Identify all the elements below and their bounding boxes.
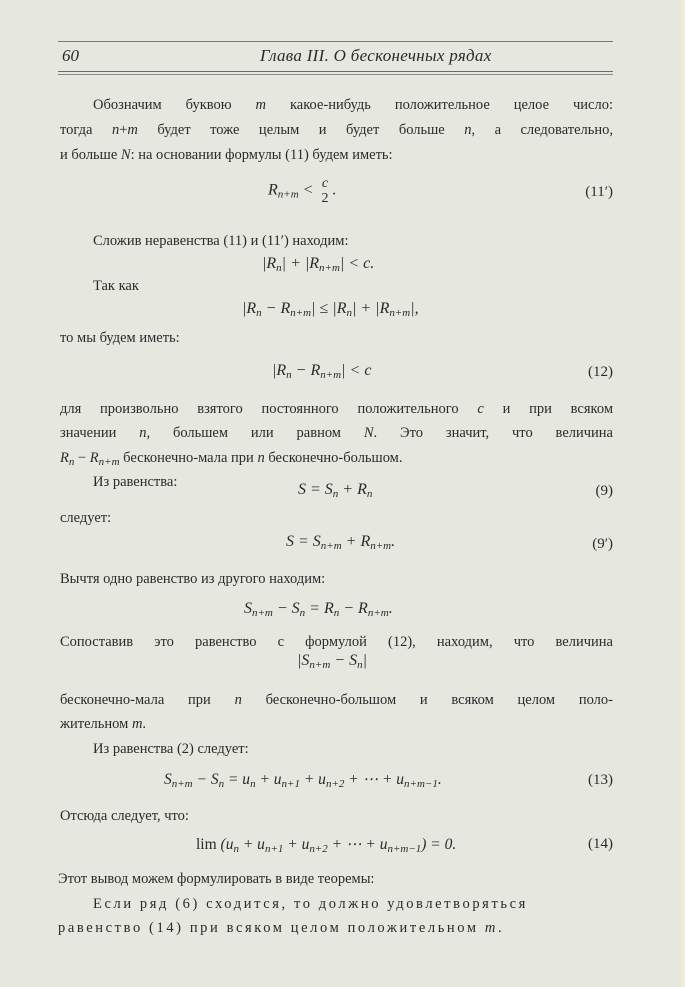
- paragraph-line: то мы будем иметь:: [60, 330, 180, 346]
- equation-label: (12): [588, 364, 613, 380]
- paragraph-line: тогда n+m будет тоже целым и будет больше n, а следовательно,: [60, 122, 614, 138]
- equation-11-prime: $R_{n+m}$ < c 2 .: [268, 176, 337, 206]
- page-number: 60: [62, 46, 79, 65]
- equation-triangle: $|R_n - R_{n+m}| \le |R_n| + |R_{n+m}|$,: [242, 300, 419, 319]
- equation-abs-difference: $|S_{n+m} - S_n|$: [297, 652, 367, 671]
- page-edge: [677, 0, 685, 987]
- paragraph-line: Из равенства (2) следует:: [93, 741, 249, 757]
- paragraph-line: $R_n - R_{n+m}$ бесконечно-мала при n бесконечно-большом.: [60, 450, 403, 468]
- paragraph-line: и больше N: на основании формулы (11) будем иметь:: [60, 147, 393, 163]
- equation-sum: $|R_n| + |R_{n+m}| < c$.: [262, 255, 375, 274]
- theorem-line: равенство (14) при всяком целом положительном m.: [58, 920, 505, 936]
- paragraph-line: Отсюда следует, что:: [60, 808, 189, 824]
- header-rule-bottom: [58, 71, 613, 75]
- equation-13: $S_{n+m} - S_n = u_n + u_{n+1} + u_{n+2}$ + ⋯ + $u_{n+m-1}$.: [164, 771, 442, 790]
- equation-14: $\lim (u_n + u_{n+1} + u_{n+2}$ + ⋯ + $u_{n+m-1}) = 0$.: [196, 836, 457, 855]
- equation-label: (9′): [592, 536, 613, 552]
- paragraph-line: Так как: [93, 278, 139, 294]
- equation-label: (14): [588, 836, 613, 852]
- paragraph-line: значении n, большем или равном N. Это значит, что величина: [60, 425, 613, 441]
- paragraph-line: Этот вывод можем формулировать в виде теоремы:: [58, 871, 375, 887]
- paragraph-line: бесконечно-мала при n бесконечно-большом и всяком целом поло-: [60, 692, 613, 708]
- equation-label: (11′): [585, 184, 613, 200]
- equation-12: $|R_n - R_{n+m}| < c$: [272, 362, 372, 381]
- paragraph-line: жительном m.: [60, 716, 147, 732]
- running-header: [60, 46, 613, 68]
- paragraph-line: Сложив неравенства (11) и (11′) находим:: [93, 233, 349, 249]
- paragraph-line: Обозначим буквою m какое-нибудь положительное целое число:: [93, 97, 613, 113]
- paragraph-line: следует:: [60, 510, 112, 526]
- equation-label: (13): [588, 772, 613, 788]
- paragraph-line: Вычтя одно равенство из другого находим:: [60, 571, 326, 587]
- paragraph-line: Сопоставив это равенство с формулой (12), находим, что величина: [60, 634, 613, 650]
- theorem-line: Если ряд (6) сходится, то должно удовлетворяться: [93, 896, 528, 912]
- header-rule-top: [58, 41, 613, 42]
- chapter-title: Глава III. О бесконечных рядах: [260, 46, 492, 65]
- equation-9-prime: $S = S_{n+m} + R_{n+m}$.: [286, 533, 396, 552]
- equation-9: $S = S_n + R_n$: [298, 481, 373, 500]
- equation-difference: $S_{n+m} - S_n = R_n - R_{n+m}$.: [244, 600, 393, 619]
- paragraph-line: Из равенства:: [93, 474, 178, 490]
- paragraph-line: для произвольно взятого постоянного положительного c и при всяком: [60, 401, 614, 417]
- equation-label: (9): [595, 483, 613, 499]
